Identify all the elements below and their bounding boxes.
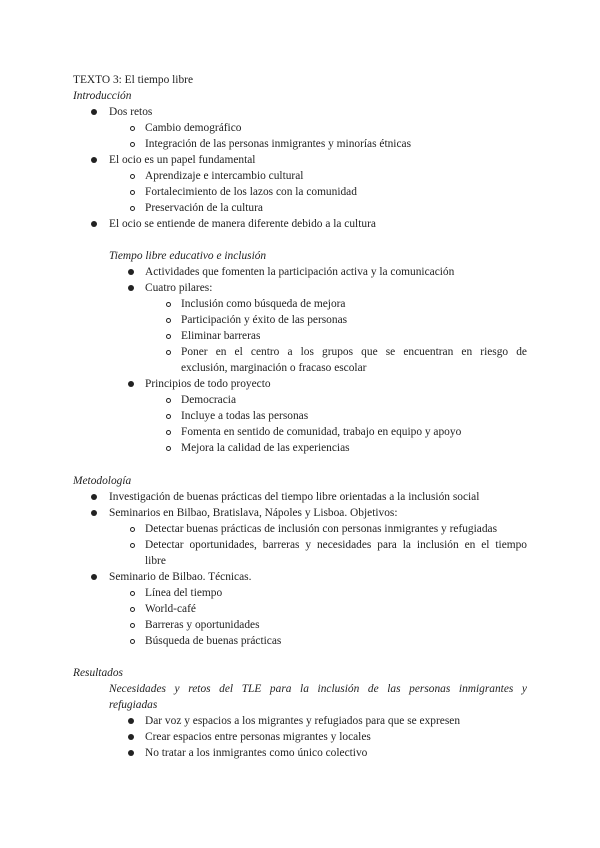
sub-list-item: Participación y éxito de las personas: [181, 314, 348, 326]
sub-list-item: Inclusión como búsqueda de mejora: [181, 298, 346, 310]
hollow-bullet-icon: [130, 174, 135, 179]
hollow-bullet-icon: [166, 430, 171, 435]
list-item: Dar voz y espacios a los migrantes y refugiados para que se expresen: [145, 715, 461, 727]
bullet-icon: [128, 269, 134, 275]
sub-list-item: Integración de las personas inmigrantes y minorías étnicas: [145, 138, 412, 150]
sub-list-item: Incluye a todas las personas: [181, 410, 309, 422]
bullet-icon: [91, 157, 97, 163]
hollow-bullet-icon: [130, 527, 135, 532]
bullet-icon: [91, 109, 97, 115]
sub-list-item: Poner en el centro a los grupos que se encuentran en riesgo de: [181, 346, 527, 358]
sub-list-item: Detectar buenas prácticas de inclusión con personas inmigrantes y refugiadas: [145, 523, 498, 535]
list-item: Principios de todo proyecto: [145, 378, 271, 390]
bullet-icon: [91, 574, 97, 580]
sub-list-item: Eliminar barreras: [181, 330, 261, 342]
bullet-icon: [91, 221, 97, 227]
sub-list-item: Mejora la calidad de las experiencias: [181, 442, 350, 454]
hollow-bullet-icon: [166, 334, 171, 339]
sub-list-item-continuation: libre: [145, 555, 166, 567]
hollow-bullet-icon: [130, 607, 135, 612]
hollow-bullet-icon: [130, 591, 135, 596]
list-item: Crear espacios entre personas migrantes y locales: [145, 731, 371, 743]
list-item: El ocio es un papel fundamental: [109, 154, 256, 166]
list-item: Seminarios en Bilbao, Bratislava, Nápoles y Lisboa. Objetivos:: [109, 507, 398, 519]
bullet-icon: [91, 494, 97, 500]
sub-list-item: Barreras y oportunidades: [145, 619, 260, 631]
sub-list-item-continuation: exclusión, marginación o fracaso escolar: [181, 362, 367, 374]
list-item: Cuatro pilares:: [145, 282, 213, 294]
hollow-bullet-icon: [166, 446, 171, 451]
sub-list-item: Preservación de la cultura: [145, 202, 263, 214]
sub-list-item: Línea del tiempo: [145, 587, 223, 599]
sub-list-item: Aprendizaje e intercambio cultural: [145, 170, 304, 182]
hollow-bullet-icon: [130, 126, 135, 131]
bullet-icon: [128, 750, 134, 756]
hollow-bullet-icon: [130, 142, 135, 147]
subsection-heading-necesidades: Necesidades y retos del TLE para la inclusión de las personas inmigrantes y: [109, 683, 527, 695]
list-item: No tratar a los inmigrantes como único colectivo: [145, 747, 368, 759]
section-heading-resultados: Resultados: [73, 667, 123, 679]
subsection-heading-tiempo-libre: Tiempo libre educativo e inclusión: [109, 250, 267, 262]
sub-list-item: Democracia: [181, 394, 237, 406]
sub-list-item: Detectar oportunidades, barreras y necesidades para la inclusión en el tiempo: [145, 539, 527, 551]
hollow-bullet-icon: [130, 639, 135, 644]
sub-list-item: Fomenta en sentido de comunidad, trabajo en equipo y apoyo: [181, 426, 462, 438]
hollow-bullet-icon: [130, 190, 135, 195]
sub-list-item: Fortalecimiento de los lazos con la comunidad: [145, 186, 357, 198]
list-item: Investigación de buenas prácticas del tiempo libre orientadas a la inclusión social: [109, 491, 480, 503]
sub-list-item: World-café: [145, 603, 196, 615]
hollow-bullet-icon: [130, 543, 135, 548]
list-item: Dos retos: [109, 106, 153, 118]
document-title: TEXTO 3: El tiempo libre: [73, 74, 194, 86]
bullet-icon: [128, 285, 134, 291]
list-item: Actividades que fomenten la participación activa y la comunicación: [145, 266, 455, 278]
subsection-heading-continuation: refugiadas: [109, 699, 158, 711]
list-item: El ocio se entiende de manera diferente debido a la cultura: [109, 218, 376, 230]
sub-list-item: Búsqueda de buenas prácticas: [145, 635, 282, 647]
hollow-bullet-icon: [166, 350, 171, 355]
section-heading-metodologia: Metodología: [73, 475, 132, 487]
hollow-bullet-icon: [130, 623, 135, 628]
bullet-icon: [128, 381, 134, 387]
list-item: Seminario de Bilbao. Técnicas.: [109, 571, 252, 583]
hollow-bullet-icon: [130, 206, 135, 211]
hollow-bullet-icon: [166, 398, 171, 403]
bullet-icon: [128, 734, 134, 740]
hollow-bullet-icon: [166, 318, 171, 323]
hollow-bullet-icon: [166, 414, 171, 419]
bullet-icon: [91, 510, 97, 516]
bullet-icon: [128, 718, 134, 724]
sub-list-item: Cambio demográfico: [145, 122, 242, 134]
hollow-bullet-icon: [166, 302, 171, 307]
section-heading-introduccion: Introducción: [73, 90, 132, 102]
